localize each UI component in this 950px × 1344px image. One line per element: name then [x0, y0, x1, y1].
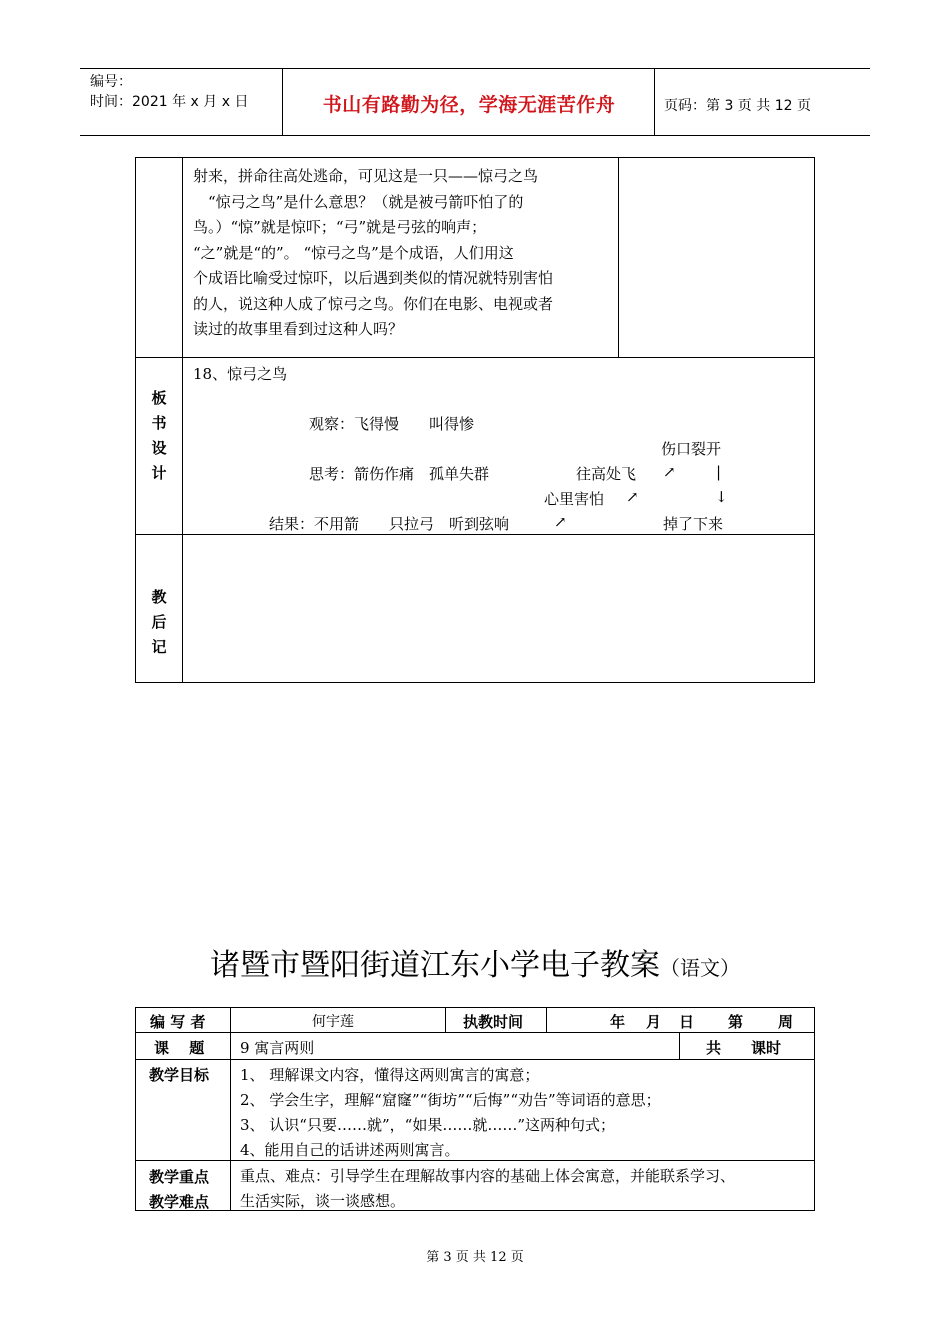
- date-month: 月: [646, 1013, 662, 1031]
- page-footer: 第 3 页 共 12 页: [426, 1250, 524, 1265]
- goal-item: 2、 学会生字，理解“窟窿”“街坊”“后悔”“劝告”等词语的意思；: [240, 1091, 661, 1109]
- blackboard-fly-high: 往高处飞: [576, 465, 637, 483]
- blackboard-label: 板 书 设 计: [151, 389, 167, 482]
- key-text: 重点、难点：引导学生在理解故事内容的基础上体会寓意，并能联系学习、 生活实际，谈一谈感想。: [240, 1167, 736, 1210]
- lesson-text-line: “之”就是“的”。 “惊弓之鸟”是个成语，人们用这: [193, 243, 514, 262]
- header-page-number: 页码：第 3 页 共 12 页: [664, 98, 811, 114]
- lesson-text-line: 个成语比喻受过惊吓，以后遇到类似的情况就特别害怕: [193, 269, 554, 287]
- topic-label: 课 题: [154, 1039, 205, 1057]
- goal-item: 3、 认识“只要……就”，“如果……就……”这两种句式；: [240, 1116, 615, 1134]
- row-divider: [136, 357, 814, 358]
- goal-item: 4、能用自己的话讲述两则寓言。: [240, 1141, 460, 1159]
- lesson-text: [193, 164, 613, 343]
- arrow-up-right-icon: ↗: [554, 513, 567, 531]
- goal-item: 1、 理解课文内容，懂得这两则寓言的寓意；: [240, 1066, 540, 1084]
- document-title: [0, 940, 950, 984]
- arrow-down-icon: ↓: [715, 488, 728, 506]
- document-title-subject: （语文）: [660, 956, 740, 980]
- lesson-plan-table: [135, 157, 815, 683]
- header-id: 编号：: [90, 74, 132, 90]
- notes-column-line: [618, 158, 619, 357]
- author-name: 何宇莲: [312, 1014, 354, 1030]
- header-meta: [90, 72, 248, 112]
- total-hours-label: 共 课时: [706, 1039, 782, 1057]
- lesson-text-line: 射来，拼命往高处逃命，可见这是一只——惊弓之鸟: [193, 167, 539, 185]
- header-date: 时间：2021 年 x 月 x 日: [90, 94, 249, 110]
- vertical-bar-icon: |: [716, 463, 722, 481]
- document-title-main: 诸暨市暨阳街道江东小学电子教案: [210, 948, 660, 983]
- arrow-up-right-icon: ↗: [626, 488, 639, 506]
- lesson-info-table: [135, 1007, 815, 1211]
- arrow-up-right-icon: ↗: [663, 463, 676, 481]
- blackboard-result: 结果：不用箭 只拉弓 听到弦响: [269, 515, 510, 533]
- lesson-text-line: 鸟。）“惊”就是惊吓；“弓”就是弓弦的响声；: [193, 218, 487, 236]
- lesson-text-line: 读过的故事里看到过这种人吗？: [193, 320, 404, 338]
- header-divider-left: [282, 68, 283, 135]
- difficulty-label: 教学难点: [149, 1193, 210, 1211]
- header-motto: 书山有路勤为径，学海无涯苦作舟: [322, 94, 616, 116]
- header-top-rule: [80, 68, 870, 69]
- lesson-text-line: 的人，说这种人成了惊弓之鸟。你们在电影、电视或者: [193, 294, 554, 313]
- date-week-suffix: 周: [778, 1013, 794, 1031]
- date-year: 年: [610, 1013, 626, 1031]
- row-divider: [136, 534, 814, 535]
- lesson-text-line: “惊弓之鸟”是什么意思？（就是被弓箭吓怕了的: [193, 192, 524, 211]
- date-day: 日: [679, 1013, 695, 1031]
- blackboard-wound: 伤口裂开: [661, 440, 722, 458]
- header-divider-right: [654, 68, 655, 135]
- key-difficulty-labels: [149, 1165, 209, 1215]
- after-class-label: 教 后 记: [151, 588, 167, 656]
- blackboard-observe: 观察：飞得慢 叫得惨: [309, 415, 475, 433]
- date-week-prefix: 第: [728, 1013, 744, 1031]
- blackboard-fell: 掉了下来: [663, 515, 724, 533]
- blackboard-think: 思考：箭伤作痛 孤单失群: [309, 465, 490, 483]
- topic-value: 9 寓言两则: [240, 1039, 315, 1057]
- header-bottom-rule: [80, 135, 870, 136]
- author-label: 编 写 者: [150, 1013, 206, 1031]
- blackboard-title: 18、惊弓之鸟: [193, 365, 288, 383]
- key-label: 教学重点: [149, 1168, 210, 1186]
- goals-label: 教学目标: [149, 1066, 210, 1084]
- goals-list: [240, 1063, 661, 1163]
- blackboard-afraid: 心里害怕: [544, 490, 605, 508]
- label-column-line: [182, 158, 183, 682]
- teaching-time-label: 执教时间: [463, 1013, 524, 1031]
